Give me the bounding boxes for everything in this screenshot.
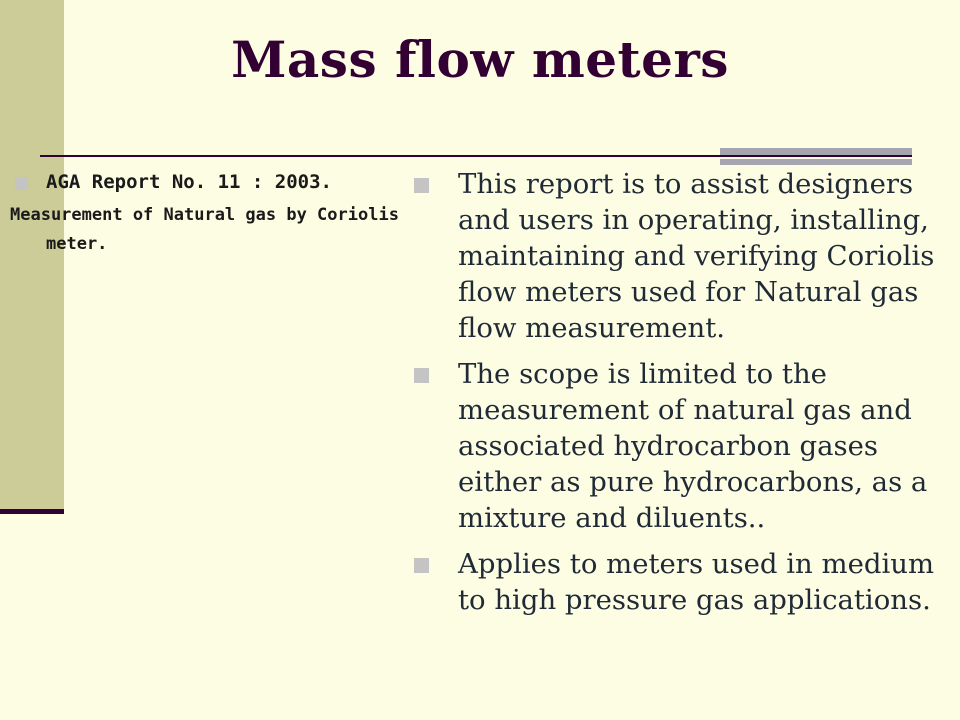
left-subtext: Measurement of Natural gas by Coriolis meter.	[10, 205, 399, 254]
bullet-square-icon	[414, 368, 429, 383]
title-rule-accent-bottom	[720, 159, 912, 165]
right-bullet-text: The scope is limited to the measurement of natural gas and associated hydrocarbon gases either as pure hydrocarbons, as a mixture and diluents..	[458, 358, 928, 534]
right-bullet-item	[412, 166, 957, 346]
left-accent-bar-underline	[0, 509, 64, 514]
right-bullet-item	[412, 356, 957, 536]
right-column	[412, 166, 957, 628]
right-bullet-item	[412, 546, 957, 618]
title-rule	[40, 155, 912, 157]
right-bullet-text: This report is to assist designers and users in operating, installing, maintaining and verifying Coriolis flow meters used for Natural gas flow measurement.	[458, 168, 935, 344]
left-column	[10, 168, 402, 259]
slide-title: Mass flow meters	[231, 30, 729, 89]
left-bullet-item	[10, 168, 402, 197]
right-bullet-text: Applies to meters used in medium to high pressure gas applications.	[458, 548, 935, 616]
left-bullet-text: AGA Report No. 11 : 2003.	[46, 171, 332, 193]
bullet-square-icon	[414, 558, 429, 573]
title-rule-accent-top	[720, 148, 912, 155]
bullet-square-icon	[15, 177, 28, 190]
bullet-square-icon	[414, 178, 429, 193]
